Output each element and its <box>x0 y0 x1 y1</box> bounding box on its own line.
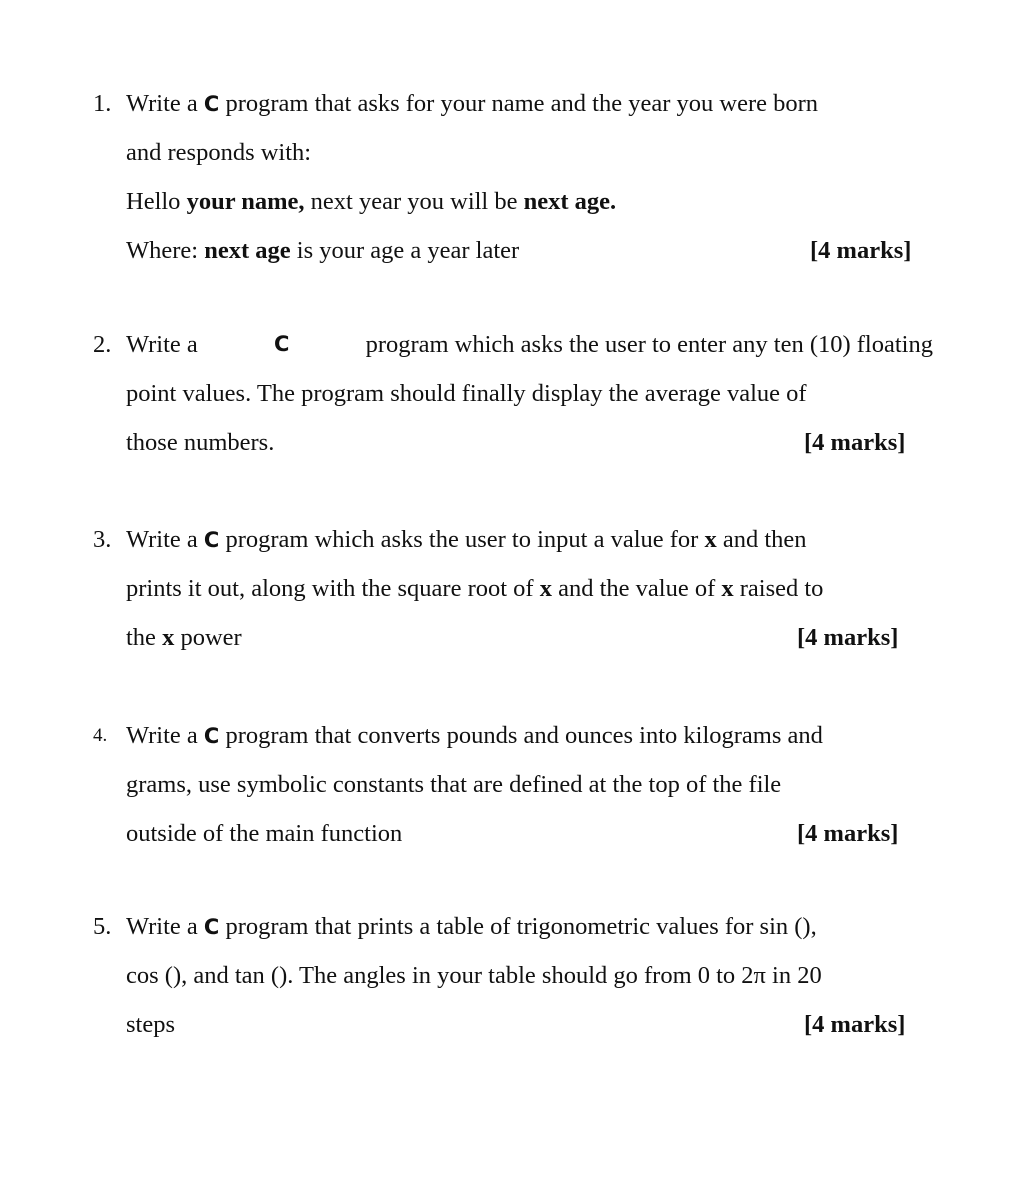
text-segment: prints it out, along with the square root of <box>126 575 534 602</box>
question-number: 3. <box>93 526 112 553</box>
text-segment: power <box>180 624 242 651</box>
text-segment: program that converts pounds and ounces into kilograms and <box>225 722 823 749</box>
text-segment: program that prints a table of trigonometric values for sin (), <box>225 913 817 940</box>
bold-text: next age <box>204 237 291 264</box>
question-number: 2. <box>93 331 112 358</box>
text-segment: Write a <box>126 331 198 358</box>
question-line <box>126 1000 933 1049</box>
text-segment: program which asks the user to input a value for <box>225 526 699 553</box>
text-segment: those numbers. <box>126 429 275 456</box>
text-segment: program that asks for your name and the year you were born <box>225 90 819 117</box>
question-line <box>126 369 933 418</box>
text-segment: and the value of <box>558 575 716 602</box>
variable-x: x <box>539 575 552 602</box>
text-segment: Write a <box>126 722 198 749</box>
text-segment: Hello <box>126 188 181 215</box>
language-name: C <box>273 332 290 356</box>
question-line <box>126 226 933 275</box>
language-name: C <box>203 724 220 748</box>
language-name: C <box>203 92 220 116</box>
question-line <box>126 760 933 809</box>
variable-x: x <box>721 575 734 602</box>
text-segment: program which asks the user to enter any ten (10) floating <box>365 331 933 358</box>
question-text <box>126 320 933 467</box>
question-number: 5. <box>93 913 112 940</box>
question-line <box>126 418 933 467</box>
question-line <box>126 564 933 613</box>
text-segment: grams, use symbolic constants that are defined at the top of the file <box>126 771 782 798</box>
text-segment: Write a <box>126 90 198 117</box>
question-line <box>126 79 933 128</box>
bold-text: next age. <box>523 188 617 215</box>
question-text <box>126 902 933 1049</box>
marks-label: [4 marks] <box>804 1011 906 1038</box>
question-text <box>126 79 933 275</box>
language-name: C <box>203 528 220 552</box>
question-number: 1. <box>93 90 112 117</box>
question-line <box>126 902 933 951</box>
question-text <box>126 711 933 858</box>
bold-text: your name, <box>186 188 305 215</box>
text-segment: and then <box>722 526 807 553</box>
question-line <box>126 613 933 662</box>
text-segment: cos (), and tan (). The angles in your table should go from 0 to 2π in 20 <box>126 962 822 989</box>
marks-label: [4 marks] <box>797 624 899 651</box>
marks-label: [4 marks] <box>797 820 899 847</box>
text-segment: Write a <box>126 913 198 940</box>
question-line <box>126 515 933 564</box>
question-number: 4. <box>93 725 108 746</box>
marks-label: [4 marks] <box>810 237 912 264</box>
language-name: C <box>203 915 220 939</box>
text-segment: and responds with: <box>126 139 312 166</box>
text-segment: Write a <box>126 526 198 553</box>
question-line <box>126 711 933 760</box>
text-segment: outside of the main function <box>126 820 403 847</box>
question-line <box>126 809 933 858</box>
variable-x: x <box>704 526 717 553</box>
question-line <box>126 177 933 226</box>
variable-x: x <box>162 624 175 651</box>
question-line <box>126 951 933 1000</box>
question-line <box>126 320 933 369</box>
text-segment: next year you will be <box>310 188 518 215</box>
text-segment: steps <box>126 1011 175 1038</box>
text-segment: Where: <box>126 237 199 264</box>
question-line <box>126 128 933 177</box>
text-segment: is your age a year later <box>296 237 520 264</box>
text-segment: raised to <box>739 575 824 602</box>
text-segment: point values. The program should finally display the average value of <box>126 380 807 407</box>
question-text <box>126 515 933 662</box>
marks-label: [4 marks] <box>804 429 906 456</box>
text-segment: the <box>126 624 156 651</box>
